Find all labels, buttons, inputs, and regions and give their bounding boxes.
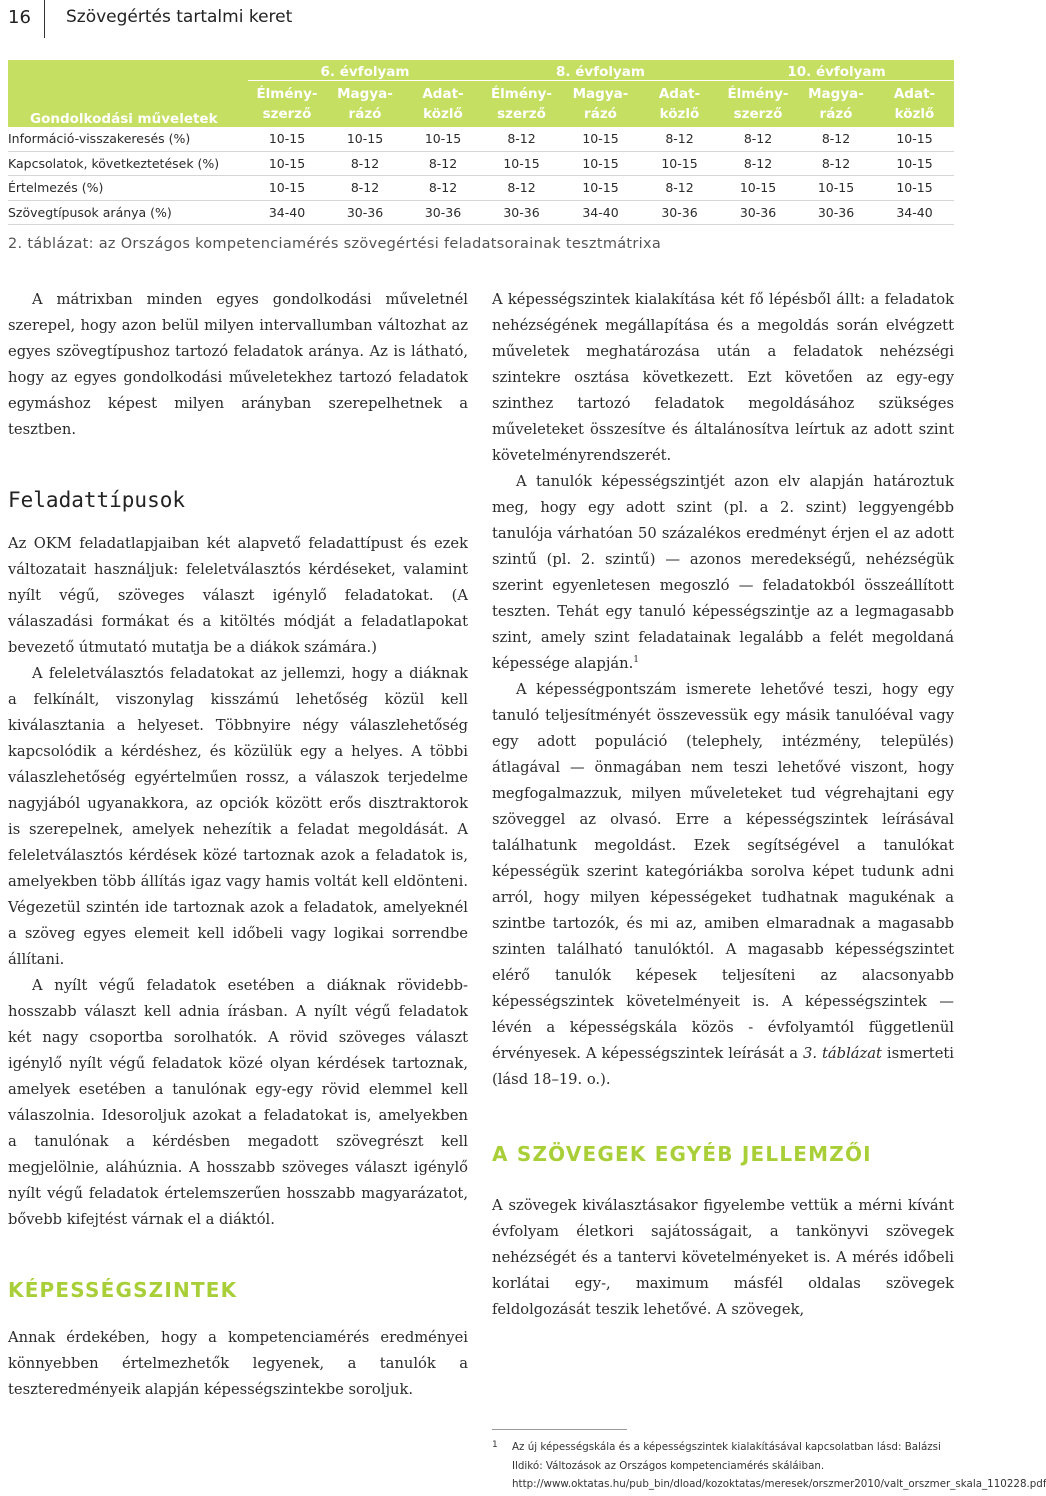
section-heading-egyeb-jellemzok: A SZÖVEGEK EGYÉB JELLEMZŐI: [492, 1142, 872, 1166]
row-label: Szövegtípusok aránya (%): [8, 200, 248, 225]
paragraph: [492, 677, 954, 1093]
paragraph: A szövegek kiválasztásakor figyelembe vettük a mérni kívánt évfolyam életkori sajátosságait, a tankönyvi szövegek nehézségét és a tantervi követelményeket is. A mérés időbeli korlátai egy-, maximum másfél oldalas szövegek feldolgozását teszik lehetővé. A szövegek,: [492, 1197, 954, 1318]
table-cell: 30-36: [797, 200, 875, 225]
table-row: [8, 200, 954, 225]
table-row: [8, 151, 954, 176]
text-type-header: [404, 81, 482, 128]
table-cell: 10-15: [326, 127, 404, 151]
ops-column-header: Gondolkodási műveletek: [8, 60, 248, 127]
footnote-text: Az új képességskála és a képességszintek kialakításával kapcsolatban lásd: Balázsi Ildikó: Változások az Országos kompetenciamérés skáláiban. http://www.oktatas.hu/pub_bin/dload/kozoktatas/meresek/orszmer2010/valt_orszmer_skala_110228.pdf: [512, 1441, 1046, 1490]
table-cell: 30-36: [326, 200, 404, 225]
section-heading-feladattipusok: Feladattípusok: [8, 488, 186, 512]
text-type-header-line: Magya-: [572, 86, 629, 102]
table-row: [8, 127, 954, 151]
paragraph: A mátrixban minden egyes gondolkodási műveletnél szerepel, hogy azon belül milyen intervallumban változhat az egyes szövegtípushoz tartozó feladatok aránya. Az is látható, hogy az egyes gondolkodási műveletekhez tartozó feladatok egymáshoz képest milyen arányban szerepelhetnek a tesztben.: [8, 291, 468, 438]
paragraph: Annak érdekében, hogy a kompetenciamérés eredményei könnyebben értelmezhetők legyenek, a tanulók a teszteredményeik alapján képességszintekbe soroljuk.: [8, 1329, 468, 1398]
text-type-header: [719, 81, 797, 128]
test-matrix-table: [8, 60, 954, 225]
running-title: Szövegértés tartalmi keret: [66, 7, 293, 27]
table-cell: 10-15: [248, 127, 326, 151]
text-type-header-line: Adat-: [893, 86, 936, 102]
row-label: Információ-visszakeresés (%): [8, 127, 248, 151]
text-type-header-line: Élmény-: [727, 86, 789, 102]
paragraph: A nyílt végű feladatok esetében a diáknak rövidebb-hosszabb választ kell adnia írásban. A nyílt végű feladatok két nagy csoportba sorolhatók. A rövid szöveges választ igénylő nyílt végű feladatok közé olyan kérdések tartoznak, amelyek esetében a tanulónak egy-egy rövid elemmel kell válaszolnia. Idesoroljuk azokat a feladatokat is, amelyekben a tanulónak a kérdésben megadott szövegrészt kell megjelölnie, aláhúznia. A hosszabb szöveges választ igénylő nyílt végű feladatok értelemszerűen hosszabb magyarázatot, bővebb kifejtést várnak el a diáktól.: [8, 977, 468, 1228]
text-type-header: [640, 81, 719, 128]
text-type-header-line: szerző: [262, 106, 312, 122]
table-cell: 34-40: [875, 200, 954, 225]
table-cell: 8-12: [404, 151, 482, 176]
text-type-header-line: Magya-: [808, 86, 864, 102]
text-type-header-line: közlő: [423, 106, 463, 122]
table-cell: 10-15: [482, 151, 561, 176]
table-cell: 8-12: [326, 151, 404, 176]
table-cell: 8-12: [640, 127, 719, 151]
table-cell: 10-15: [561, 151, 640, 176]
table-cell: 8-12: [719, 127, 797, 151]
table-cell: 8-12: [797, 151, 875, 176]
page-number: 16: [8, 7, 31, 28]
text-type-header-line: közlő: [894, 106, 935, 122]
table-cell: 30-36: [719, 200, 797, 225]
table-cell: 10-15: [640, 151, 719, 176]
table-cell: 8-12: [404, 176, 482, 201]
text-type-header: [248, 81, 326, 128]
paragraph: A feleletválasztós feladatokat az jellemzi, hogy a diáknak a felkínált, viszonylag kisszámú lehetőség közül kell kiválasztania a helyeset. Többnyire négy válaszlehetőség kapcsolódik a kérdéshez, és közülük egy a helyes. A többi válaszlehetőség egyértelműen rossz, a válaszok terjedelme nagyjából ugyanakkora, az opciók között erős disztraktorok is szerepelnek, amelyek nehezítik a feladat megoldását. A feleletválasztós kérdések közé tartoznak azok a feladatok is, amelyekben több állítás igaz vagy hamis voltát kell eldönteni. Végezetül szintén ide tartoznak azok a feladatok, amelyeknél a szöveg egyes elemeit kell időbeli vagy logikai sorrendbe állítani.: [8, 665, 468, 968]
table-reference: 3. táblázat: [803, 1045, 882, 1062]
table-cell: 34-40: [248, 200, 326, 225]
grade-header-8: 8. évfolyam: [482, 60, 719, 81]
table-cell: 10-15: [561, 176, 640, 201]
footnote: [492, 1438, 1046, 1494]
text-type-header-line: rázó: [819, 106, 853, 122]
row-label: Értelmezés (%): [8, 176, 248, 201]
section-heading-kepessegszintek: KÉPESSÉGSZINTEK: [8, 1278, 238, 1302]
text-type-header-line: Adat-: [658, 86, 701, 102]
footnote-divider: [492, 1429, 627, 1430]
text-type-header: [482, 81, 561, 128]
table-cell: 30-36: [482, 200, 561, 225]
paragraph: [492, 469, 954, 677]
footnote-number: 1: [492, 1440, 498, 1450]
table-cell: 10-15: [875, 176, 954, 201]
table-cell: 8-12: [640, 176, 719, 201]
text-type-header: [797, 81, 875, 128]
table-cell: 10-15: [561, 127, 640, 151]
left-column: [8, 287, 468, 1403]
table-cell: 10-15: [719, 176, 797, 201]
table-cell: 8-12: [482, 127, 561, 151]
text-type-header-line: szerző: [497, 106, 546, 122]
table-cell: 10-15: [404, 127, 482, 151]
table-cell: 10-15: [248, 176, 326, 201]
table-caption: 2. táblázat: az Országos kompetenciamérés szövegértési feladatsorainak tesztmátrixa: [8, 236, 662, 252]
text-type-header-line: szerző: [733, 106, 783, 122]
text-type-header-line: rázó: [584, 106, 617, 122]
table-cell: 8-12: [797, 127, 875, 151]
text-type-header-line: Magya-: [337, 86, 393, 102]
text-type-header: [561, 81, 640, 128]
header-divider: [44, 0, 45, 38]
table-cell: 34-40: [561, 200, 640, 225]
row-label: Kapcsolatok, következtetések (%): [8, 151, 248, 176]
table-cell: 10-15: [248, 151, 326, 176]
table-cell: 10-15: [797, 176, 875, 201]
text-type-header-line: Élmény-: [256, 86, 318, 102]
text-type-header-line: Adat-: [422, 86, 464, 102]
text-type-header: [326, 81, 404, 128]
text-type-header-line: rázó: [348, 106, 382, 122]
table-cell: 10-15: [875, 151, 954, 176]
paragraph-text: A képességpontszám ismerete lehetővé teszi, hogy egy tanuló teljesítményét összevessük egy másik tanulóéval vagy egy adott populáció (telephely, intézmény, település) átlagával — önmagában nem teszi lehetővé viszont, hogy megfogalmazzuk, milyen műveleteket tud végrehajtani egy szöveggel az olvasó. Erre a képességszintek leírásával találhatunk megoldást. Ezek segítségével a tanulókat képességük szerint kategóriákba sorolva képet tudunk adni arról, hogy milyen képességeket tudhatnak magukénak a szintbe tartozók, és mi az, amiben elmaradnak a magasabb szinten található tanulóktól. A magasabb képességszintet elérő tanulók képesek teljesíteni az alacsonyabb képességszintek követelményeit is. A képességszintek — lévén a képességskála közös - évfolyamtól függetlenül érvényesek. A képességszintek leírását a: [492, 681, 954, 1062]
right-column: [492, 287, 954, 1323]
table-cell: 8-12: [326, 176, 404, 201]
table-cell: 30-36: [640, 200, 719, 225]
text-type-header-line: Élmény-: [490, 86, 553, 102]
page-header: [0, 0, 960, 40]
footnote-ref: 1: [633, 655, 640, 666]
table-cell: 10-15: [875, 127, 954, 151]
paragraph: Az OKM feladatlapjaiban két alapvető feladattípust és ezek változatait használjuk: feleletválasztós kérdéseket, valamint nyílt végű, szöveges választ igénylő feladatokat. (A válaszadási formákat és a kitöltés módját a feladatlapokat bevezető útmutató mutatja be a diákok számára.): [8, 535, 468, 656]
paragraph-text: A tanulók képességszintjét azon elv alapján határoztuk meg, hogy egy adott szint (pl. a 2. szint) leggyengébb tanulója várhatóan 50 százalékos eredményt érjen el az adott szintű (pl. 2. szintű) — azonos meredekségű, nehézségük szerint egyenletesen megoszló — feladatokból összeállított teszten. Tehát egy tanuló képességszintje az a legmagasabb szint, amely szint feladatainak legalább a felét megoldaná képessége alapján.: [492, 473, 954, 672]
grade-header-10: 10. évfolyam: [719, 60, 954, 81]
text-type-header-line: közlő: [659, 106, 700, 122]
table-cell: 8-12: [719, 151, 797, 176]
paragraph-text: ismerteti (lásd 18–19. o.).: [492, 1045, 954, 1088]
table-cell: 30-36: [404, 200, 482, 225]
grade-header-6: 6. évfolyam: [248, 60, 482, 81]
table-row: [8, 176, 954, 201]
text-type-header: [875, 81, 954, 128]
paragraph: A képességszintek kialakítása két fő lépésből állt: a feladatok nehézségének megállapítása és a megoldás során elvégzett műveletek meghatározása után a feladatok nehézségi szintekre osztása következett. Ezt követően az egy-egy szinthez tartozó feladatok megoldásához szükséges műveleteket összesítve és általánosítva leírtuk az adott szint követelményrendszerét.: [492, 291, 954, 464]
table-cell: 8-12: [482, 176, 561, 201]
